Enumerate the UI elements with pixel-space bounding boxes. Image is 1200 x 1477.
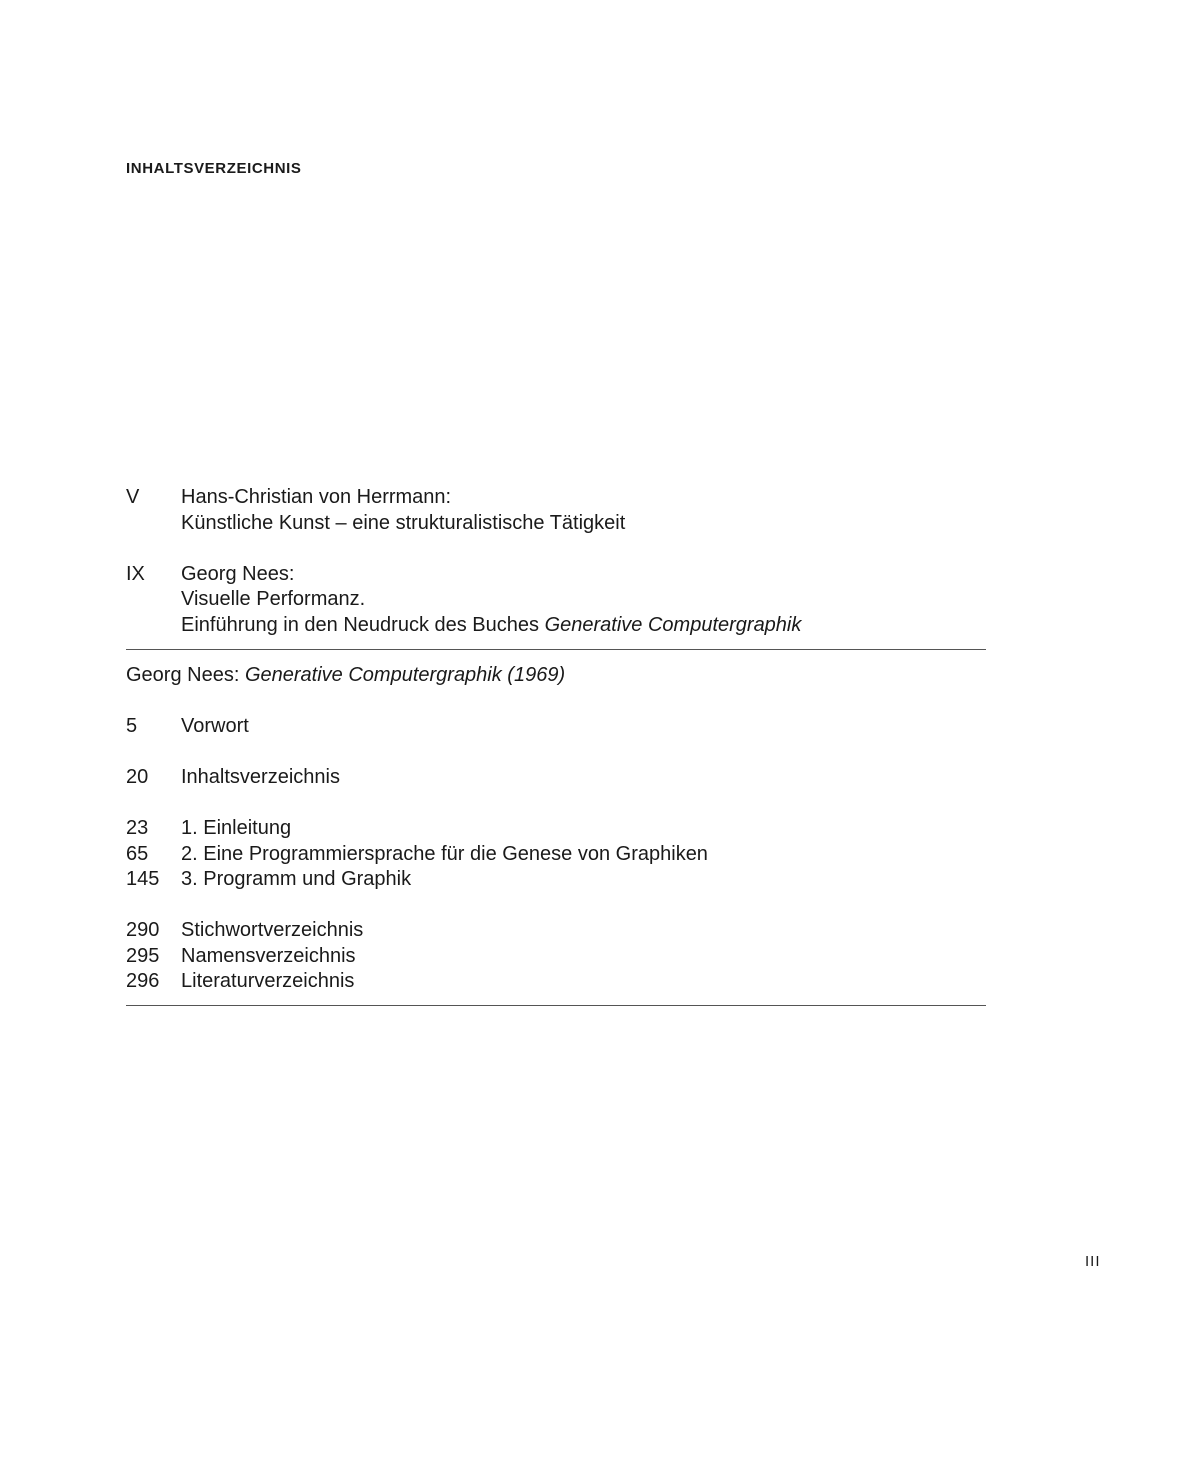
page-number: 145 [126, 868, 160, 890]
page-number: 23 [126, 817, 149, 839]
toc-heading: INHALTSVERZEICHNIS [126, 160, 302, 177]
entry-label: Stichwortverzeichnis [181, 919, 364, 941]
entry-label: 1. Einleitung [181, 817, 292, 839]
front-matter-list [126, 485, 986, 638]
divider-rule-bottom [126, 1005, 986, 1006]
page-number: 296 [126, 970, 160, 992]
toc-entry-nees-intro [126, 562, 986, 639]
book-contents-list [126, 714, 986, 995]
page-folio: III [1085, 1253, 1101, 1270]
toc-entry [126, 765, 986, 791]
entry-label: Inhaltsverzeichnis [181, 766, 340, 788]
entry-author: Georg Nees: [181, 562, 295, 585]
entry-label: Vorwort [181, 715, 249, 737]
page-number: 290 [126, 919, 160, 941]
entry-subtitle-text: Einführung in den Neudruck des Buches [181, 613, 545, 636]
entry-subtitle [181, 613, 986, 639]
book-section-title [126, 663, 565, 689]
toc-entry [126, 714, 986, 740]
toc-entry [126, 969, 986, 995]
page-number: 295 [126, 944, 160, 967]
toc-entry [126, 842, 986, 868]
book-title: Generative Computergraphik (1969) [244, 664, 566, 686]
toc-entry [126, 944, 986, 970]
entry-label: 2. Eine Programmiersprache für die Genese von Graphiken [181, 842, 708, 865]
entry-label: 3. Programm und Graphik [181, 868, 412, 890]
divider-rule-top [126, 649, 986, 650]
toc-entry [126, 816, 986, 842]
toc-entry [126, 867, 986, 893]
entry-label: Literaturverzeichnis [181, 970, 355, 992]
toc-entry [126, 918, 986, 944]
toc-entry-herrmann [126, 485, 986, 536]
book-author: Georg Nees: [126, 664, 245, 686]
book-title-italic: Generative Computergraphik [544, 613, 802, 636]
page-number: V [126, 486, 140, 508]
page-number: 20 [126, 766, 149, 788]
page-number: 5 [126, 715, 138, 737]
entry-title: Künstliche Kunst – eine strukturalistische Tätigkeit [181, 511, 626, 534]
entry-title: Visuelle Performanz. [181, 588, 366, 610]
entry-author: Hans-Christian von Herrmann: [181, 486, 452, 508]
page-number: IX [126, 562, 145, 585]
entry-label: Namensverzeichnis [181, 944, 356, 967]
page-number: 65 [126, 842, 149, 865]
